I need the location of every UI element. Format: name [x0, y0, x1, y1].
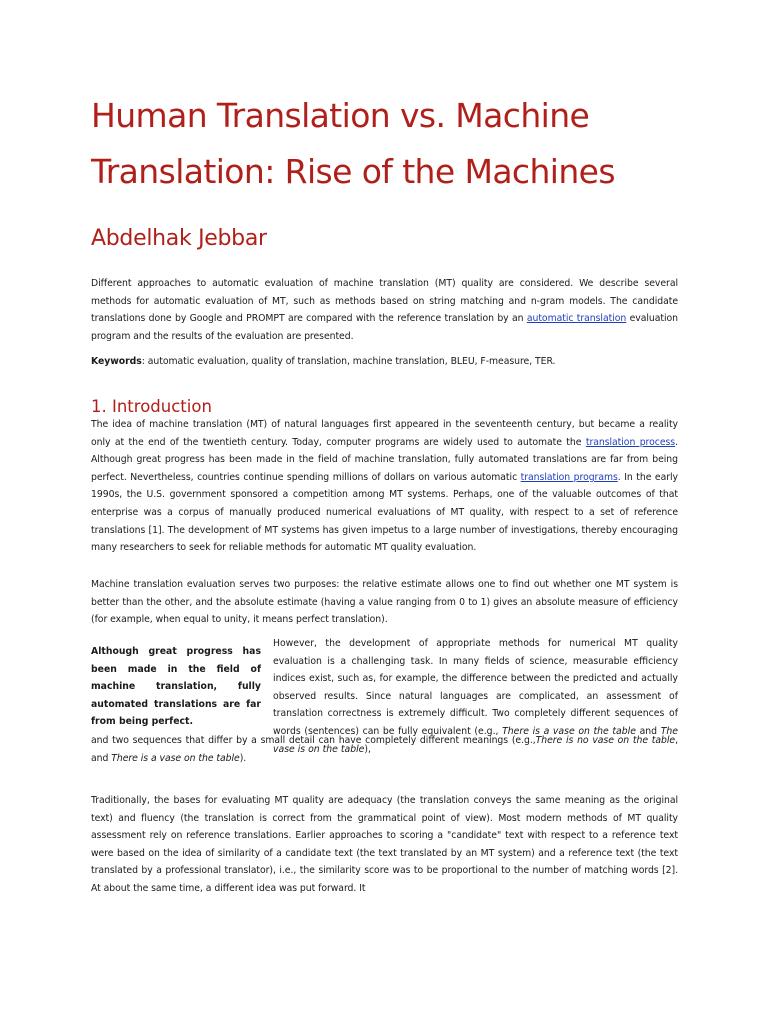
intro-p3-cont-text-b: ). — [239, 752, 247, 764]
intro-p3-text-a: However, the development of appropriate methods for numerical MT quality evaluation is a challenging task. In many fields of science, measurable efficiency indices exist, such as, for example, the difference between the predicted and actually observed results. Since natural languages are complicated, an assessment of translation correctness is extremely difficult. Two completely different sequences of words (sentences) can be fully equivalent (e.g., — [273, 638, 678, 737]
abstract-text-1: Different approaches to automatic evaluation of machine translation (MT) quality are considered. We describe several methods for automatic evaluation of MT, such as methods based on string matching and n-gram models. The candidate translations done by Google and PROMPT are compared with the reference translation by an — [91, 278, 678, 325]
author-name: Abdelhak Jebbar — [91, 226, 267, 251]
intro-paragraph-3-continued — [91, 732, 678, 767]
example-sentence-4: There is a vase on the table — [111, 752, 240, 764]
keywords-label: Keywords — [91, 356, 142, 367]
pull-quote: Although great progress has been made in the field of machine translation, fully automated translations are far from being perfect. — [91, 646, 261, 728]
automatic-translation-link[interactable]: automatic translation — [526, 313, 627, 325]
translation-process-link[interactable]: translation process — [585, 436, 676, 448]
document-title: Human Translation vs. Machine Translation: Rise of the Machines — [91, 96, 615, 191]
intro-p3-cont-text-a: and two sequences that differ by a small detail can have completely different meanings (e.g., — [91, 735, 536, 746]
intro-paragraph-2: Machine translation evaluation serves two purposes: the relative estimate allows one to find out whether one MT system is better than the other, and the absolute estimate (having a value ranging from 0 to 1) gives an absolute measure of efficiency (for example, when equal to unity, it means perfect translation). — [91, 579, 678, 626]
example-sentence-3: There is no vase on the table — [535, 735, 676, 746]
abstract-text-2: evaluation program and the results of the evaluation are presented. — [91, 313, 678, 342]
example-sentence-1: There is a vase on the table — [502, 725, 636, 737]
intro-paragraph-4: Traditionally, the bases for evaluating MT quality are adequacy (the translation conveys the same meaning as the original text) and fluency (the translation is correct from the grammatical point of view). Most modern methods of MT quality assessment rely on reference translations. Earlier approaches to scoring a "candidate" text with respect to a reference text were based on the idea of similarity of a candidate text (the text translated by an MT system) and a reference text (the text translated by a professional translator), i.e., the similarity score was to be proportional to the number of matching words [2]. At about the same time, a different idea was put forward. It — [91, 795, 678, 894]
intro-p1-text-b: . Although great progress has been made in the field of machine translation, fully automated translations are far from being perfect. Nevertheless, countries continue spending millions of dollars on various automatic — [91, 436, 678, 483]
intro-p3-text-b: ), — [364, 743, 371, 755]
translation-programs-link[interactable]: translation programs — [520, 471, 618, 483]
intro-paragraph-1 — [91, 416, 678, 557]
section-heading-introduction: 1. Introduction — [91, 397, 212, 416]
intro-p3-and-2: , and — [91, 735, 678, 764]
intro-p1-text-a: The idea of machine translation (MT) of natural languages first appeared in the seventeenth century, but became a reality only at the end of the twentieth century. Today, computer programs are widely used to automate the — [91, 419, 678, 448]
intro-p3-and-1: and — [635, 725, 661, 737]
keywords-paragraph — [91, 353, 678, 371]
intro-p1-text-c: . In the early 1990s, the U.S. government sponsored a competition among MT systems. Perhaps, one of the valuable outcomes of that enterprise was a corpus of manually produced numerical evaluations of MT quality, with respect to a set of reference translations [1]. The development of MT systems has given impetus to a large number of investigations, thereby encouraging many researchers to seek for reliable methods for automatic MT quality evaluation. — [91, 471, 679, 554]
example-sentence-2: The vase is on the table — [273, 725, 678, 755]
keywords-text: : automatic evaluation, quality of translation, machine translation, BLEU, F-measure, TER. — [141, 356, 556, 367]
abstract-paragraph — [91, 275, 678, 345]
